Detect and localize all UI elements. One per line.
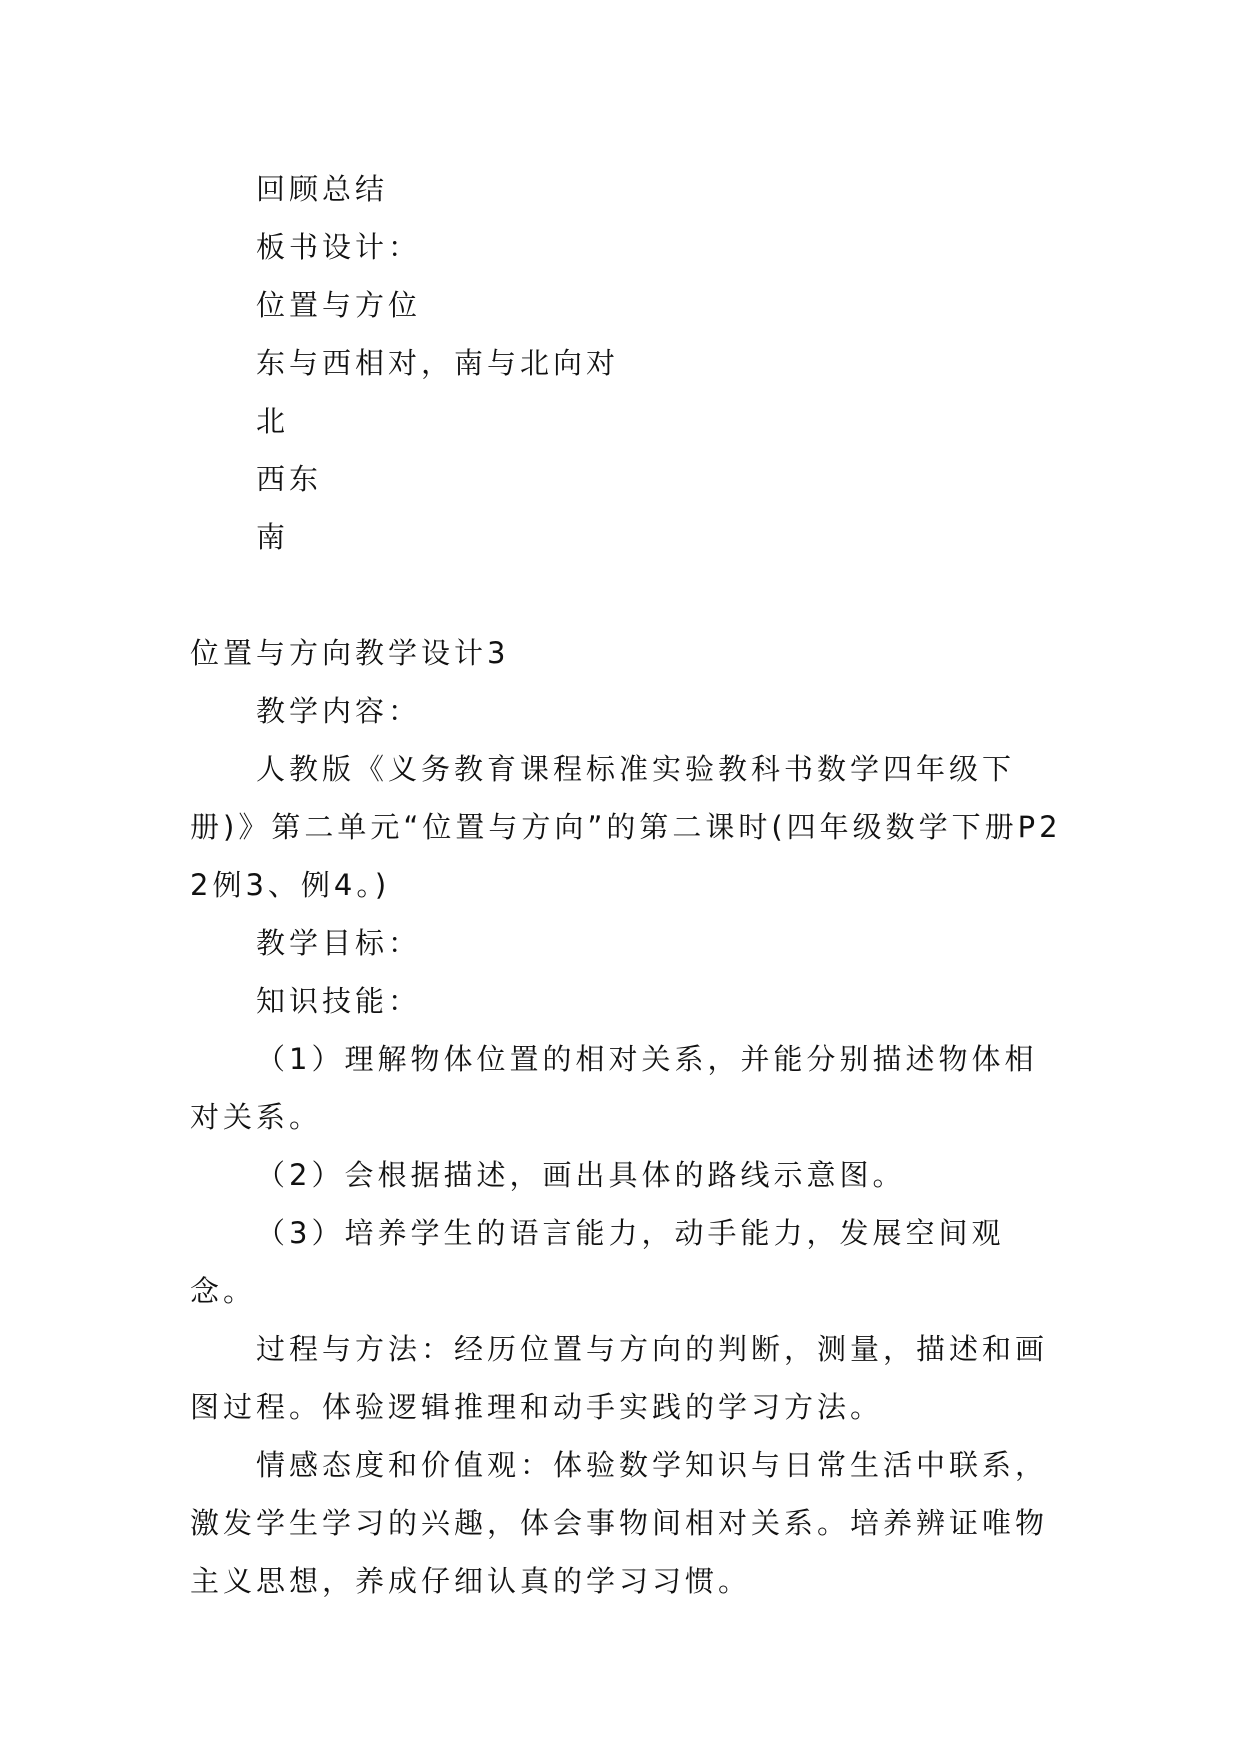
board-west-east: 西东: [256, 462, 323, 496]
emotion-values-paragraph: 情感态度和价值观：体验数学知识与日常生活中联系，激发学生学习的兴趣，体会事物间相对关系。培养辨证唯物主义思想，养成仔细认真的学习习惯。: [190, 1448, 1049, 1598]
goal-item-1: （1）理解物体位置的相对关系，并能分别描述物体相对关系。: [190, 1042, 1038, 1134]
teaching-goal-label: 教学目标：: [256, 926, 422, 960]
board-direction-pairs: 东与西相对，南与北向对: [256, 346, 620, 380]
section-title: 位置与方向教学设计3: [190, 636, 510, 670]
section-gap: [190, 566, 1070, 624]
teaching-content-label: 教学内容：: [256, 694, 422, 728]
board-south: 南: [256, 520, 290, 554]
goal-item-3: （3）培养学生的语言能力，动手能力，发展空间观念。: [190, 1216, 1005, 1308]
board-north: 北: [256, 404, 290, 438]
board-title: 位置与方位: [256, 288, 422, 322]
process-method-paragraph: 过程与方法：经历位置与方向的判断，测量，描述和画图过程。体验逻辑推理和动手实践的学习方法。: [190, 1332, 1049, 1424]
board-design-label: 板书设计：: [256, 230, 422, 264]
review-summary-line: 回顾总结: [256, 172, 389, 206]
teaching-content-paragraph: 人教版《义务教育课程标准实验教科书数学四年级下册)》第二单元“位置与方向”的第二课时(四年级数学下册P22例3、例4。): [190, 752, 1062, 902]
document-body: [190, 160, 1070, 1610]
goal-item-2: （2）会根据描述，画出具体的路线示意图。: [256, 1158, 906, 1192]
knowledge-skill-label: 知识技能：: [256, 984, 422, 1018]
